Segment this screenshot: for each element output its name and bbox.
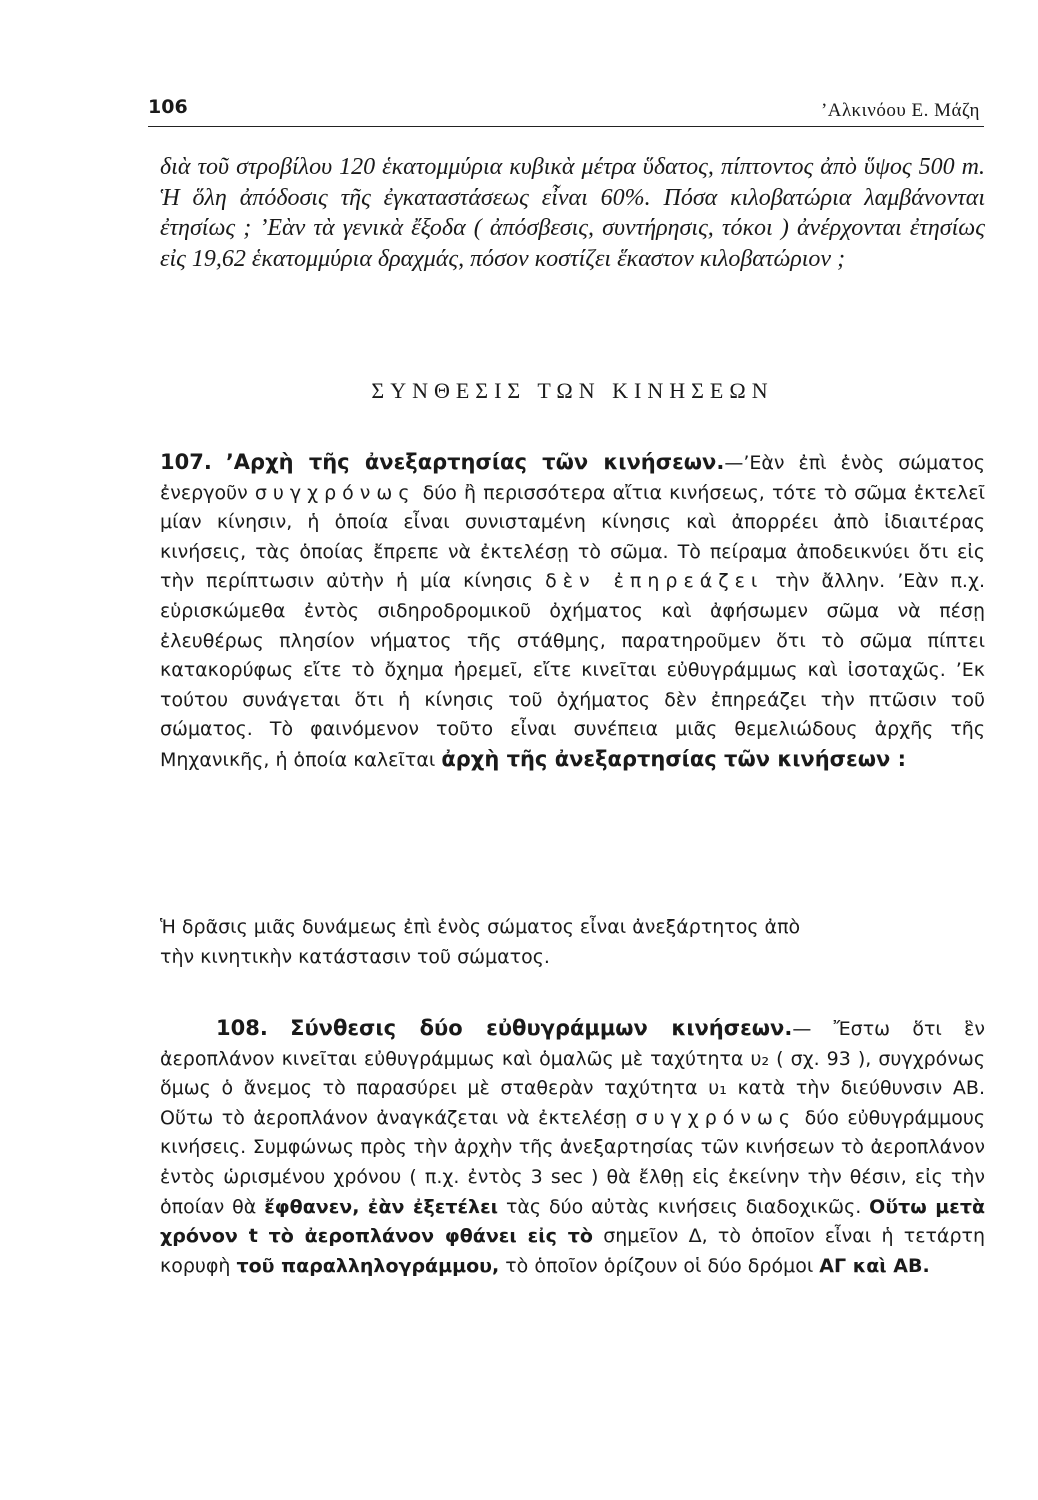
section-title: ΣΥΝΘΕΣΙΣ ΤΩΝ ΚΙΝΗΣΕΩΝ	[371, 378, 774, 403]
principle-line-1: Ἡ δρᾶσις μιᾶς δυνάμεως ἐπὶ ἑνὸς σώματος εἶναι ἀνεξάρτητος ἀπὸ	[160, 916, 801, 938]
paragraph-number: 107.	[160, 450, 212, 474]
paragraph-text: τὰς δύο αὐτὰς κινήσεις διαδοχικῶς.	[498, 1195, 870, 1218]
bold-emphasis: τοῦ παραλληλογράμμου,	[236, 1254, 500, 1277]
paragraph-text: τὸ ὁποῖον ὁρίζουν οἱ δύο δρόμοι	[499, 1254, 820, 1277]
principle-line	[160, 913, 985, 943]
paragraph-107	[160, 448, 985, 888]
paragraph-text: —’Εὰν ἐπὶ ἑνὸς σώματος ἐνεργοῦν	[160, 452, 985, 504]
paragraph-text: δύο ἢ περισσότερα αἴτια κινήσεως, τότε τὸ σῶμα ἐκτελεῖ μίαν κίνησιν, ἡ ὁποία εἶναι συνισταμένη κίνησις καὶ ἀπορρέει ἀπὸ ἰδιαιτέρας κινήσεις, τὰς ὁποίας ἔπρεπε νὰ ἐκτελέσῃ τὸ σῶμα. Τὸ πείραμα ἀποδεικνύει ὅτι εἰς τὴν περίπτωσιν αὐτὴν ἡ μία κίνησις	[160, 481, 986, 593]
paragraph-text: τὴν ἄλλην. ’Εὰν π.χ. εὑρισκώμεθα ἐντὸς σιδηροδρομικοῦ ὀχήματος καὶ ἀφήσωμεν σῶμα νὰ πέσῃ ἐλευθέρως πλησίον νήματος τῆς στάθμης, παρατηροῦμεν ὅτι τὸ σῶμα πίπτει κατακορύφως εἴτε τὸ ὄχημα ἠρεμεῖ, εἴτε κινεῖται εὐθυγράμμως καὶ ἰσοταχῶς. ’Εκ τούτου συνάγεται ὅτι ἡ κίνησις τοῦ ὀχήματος δὲν ἐπηρεάζει τὴν πτῶσιν τοῦ σώματος. Τὸ φαινόμενον τοῦτο εἶναι συνέπεια μιᾶς θεμελιώδους ἀρχῆς τῆς Μηχανικῆς, ἡ ὁποία καλεῖται	[160, 570, 985, 771]
principle-statement	[160, 913, 985, 983]
bold-emphasis: ἔφθανεν, ἐὰν ἐξετέλει	[264, 1195, 499, 1218]
spaced-emphasis: δὲν ἐπηρεάζει	[545, 570, 764, 593]
paragraph-108	[160, 1014, 985, 1376]
page-number: 106	[148, 96, 188, 118]
principle-name: ἀρχὴ τῆς ἀνεξαρτησίας τῶν κινήσεων :	[441, 746, 906, 771]
bold-emphasis: ΑΓ καὶ ΑΒ.	[819, 1254, 930, 1277]
running-head: ’Αλκινόου Ε. Μάζη	[820, 100, 980, 121]
paragraph-heading: ’Αρχὴ τῆς ἀνεξαρτησίας τῶν κινήσεων.	[225, 450, 725, 474]
bold-emphasis: Οὕτω μετὰ χρόνον t τὸ ἀεροπλάνον φθάνει εἰς τὸ	[160, 1195, 986, 1248]
paragraph-text: σημεῖον Δ, τὸ ὁποῖον εἶναι ἡ τετάρτη κορυφὴ	[160, 1225, 985, 1277]
principle-line-2: τὴν κινητικὴν κατάστασιν τοῦ σώματος.	[160, 945, 550, 968]
paragraph-heading: Σύνθεσις δύο εὐθυγράμμων κινήσεων.	[290, 1016, 793, 1040]
spaced-emphasis: συγχρόνως	[635, 1106, 797, 1129]
paragraph-number: 108.	[216, 1016, 268, 1040]
spaced-emphasis: συγχρόνως	[254, 481, 416, 504]
intro-problem-text: διὰ τοῦ στροβίλου 120 ἑκατομμύρια κυβικὰ μέτρα ὕδατος, πίπτοντος ἀπὸ ὕψος 500 m. Ἡ ὅλη ἀπόδοσις τῆς ἐγκαταστάσεως εἶναι 60%. Πόσα κιλοβατώρια λαμβάνονται ἐτησίως ; ’Εὰν τὰ γενικὰ ἔξοδα ( ἀπόσβεσις, συντήρησις, τόκοι ) ἀνέρχονται ἐτησίως εἰς 19,62 ἑκατομμύρια δραχμάς, πόσον κοστίζει ἕκαστον κιλοβατώριον ;	[160, 154, 985, 272]
paragraph-text: — Ἔστω ὅτι ἓν ἀεροπλάνον κινεῖται εὐθυγράμμως καὶ ὁμαλῶς μὲ ταχύτητα υ₂ ( σχ. 93 ), συγχρόνως ὅμως ὁ ἄνεμος τὸ παρασύρει μὲ σταθερὰν ταχύτητα υ₁ κατὰ τὴν διεύθυνσιν ΑΒ. Οὕτω τὸ ἀεροπλάνον ἀναγκάζεται νὰ ἐκτελέσῃ	[160, 1018, 985, 1129]
page-header	[148, 96, 984, 127]
paragraph-text: δύο εὐθυγράμμους κινήσεις. Συμφώνως πρὸς τὴν ἀρχὴν τῆς ἀνεξαρτησίας τῶν κινήσεων τὸ ἀεροπλάνον ἐντὸς ὡρισμένου χρόνου ( π.χ. ἐντὸς 3 sec ) θὰ ἔλθῃ εἰς ἐκείνην τὴν θέσιν, εἰς τὴν ὁποίαν θὰ	[160, 1106, 985, 1218]
